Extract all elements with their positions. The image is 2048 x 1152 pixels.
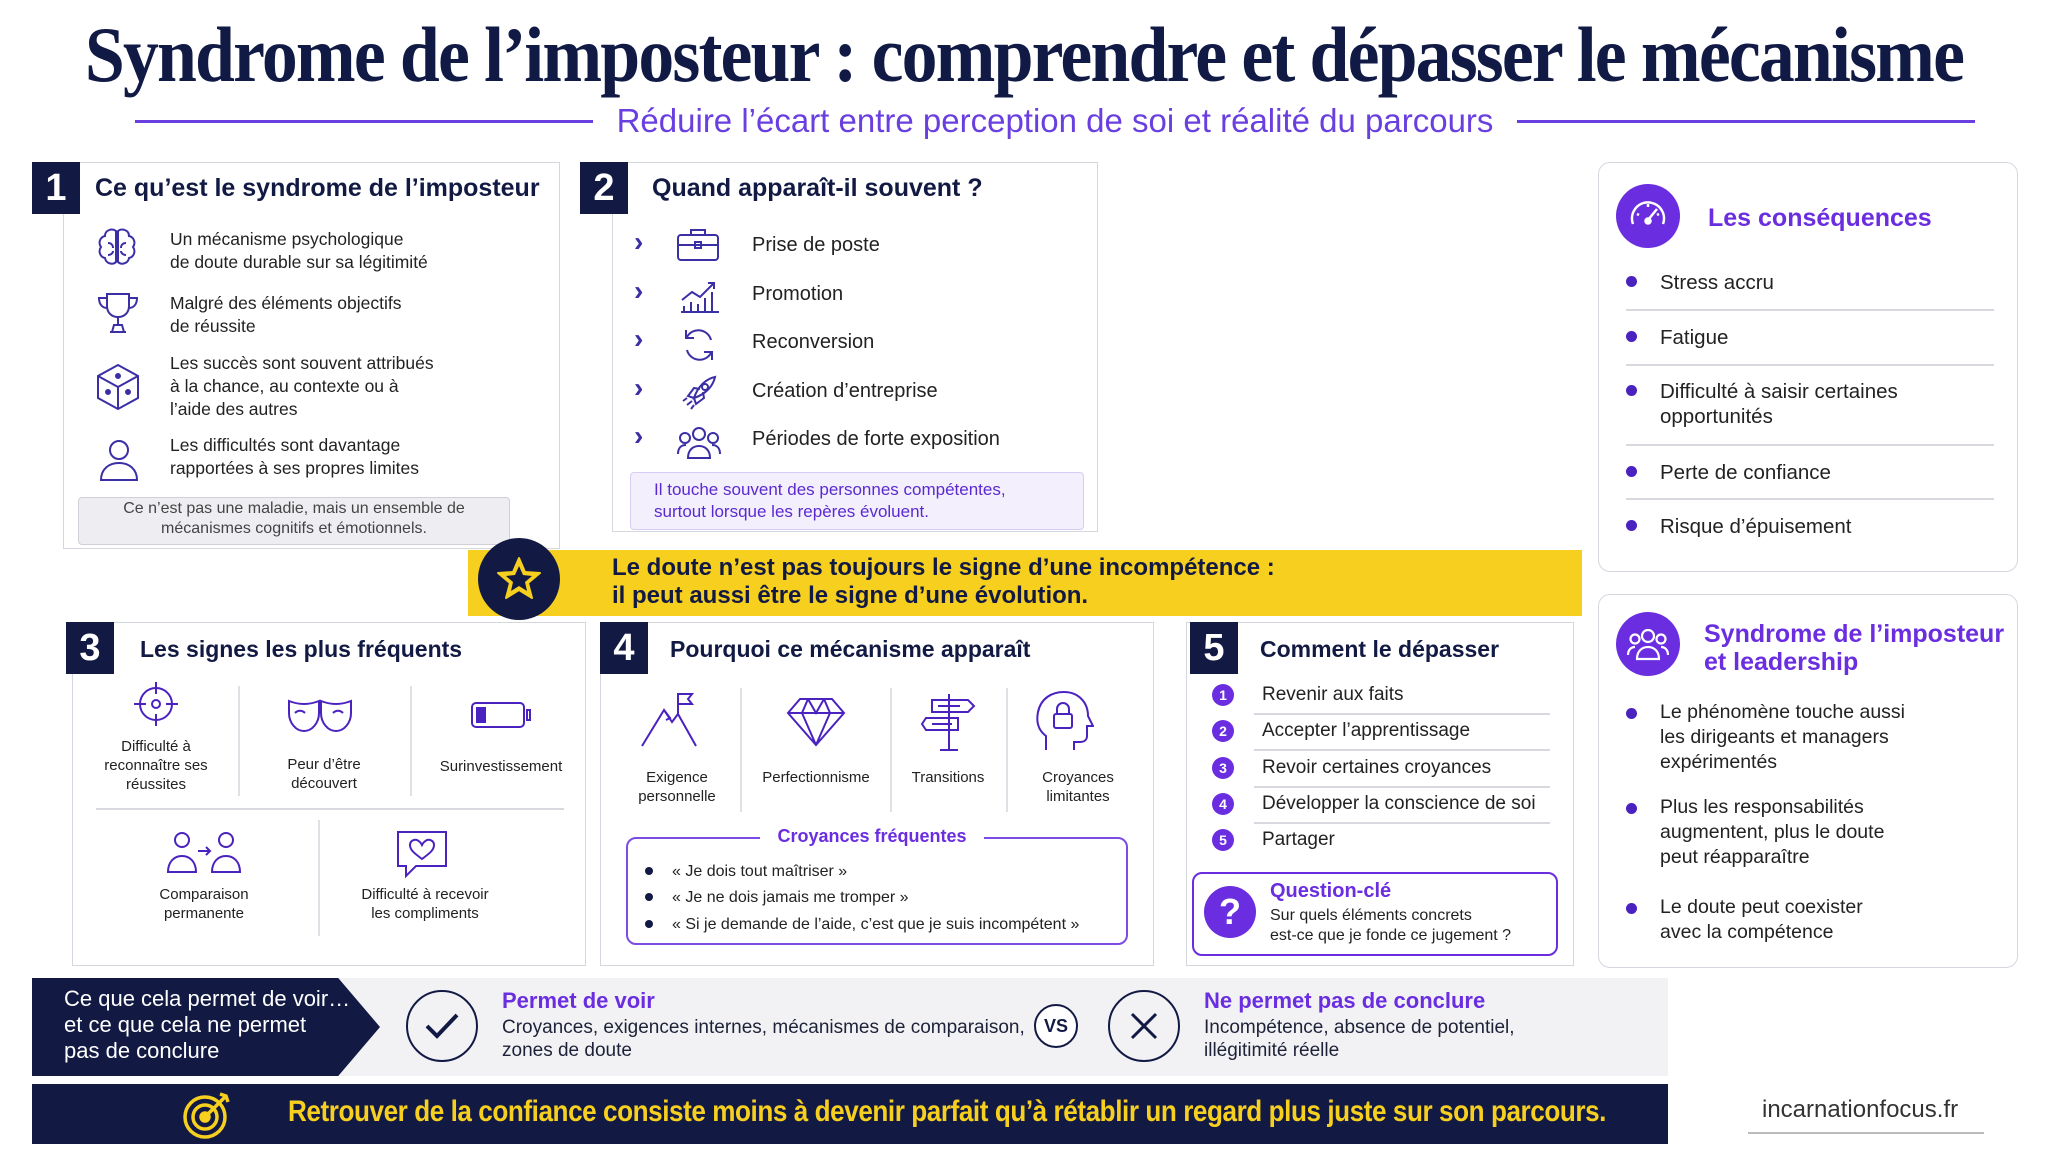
- section-title: Pourquoi ce mécanisme apparaît: [670, 636, 1031, 662]
- sign-label: Difficulté à recevoir les compliments: [361, 886, 489, 922]
- sign-label: Difficulté à reconnaître ses réussites: [104, 738, 208, 793]
- cause-label: Exigence personnelle: [638, 769, 716, 805]
- divider: [1626, 498, 1994, 500]
- bullet: [1626, 385, 1637, 396]
- brain-icon: [94, 225, 140, 271]
- divider: [1626, 364, 1994, 366]
- leadership-item: Le doute peut coexister avec la compétence: [1660, 896, 1863, 943]
- bullet: [1626, 520, 1637, 531]
- section-title: Comment le dépasser: [1260, 636, 1500, 662]
- divider: [1254, 749, 1550, 751]
- bullet: [1626, 903, 1637, 914]
- leadership-item: Plus les responsabilités augmentent, plus le doute peut réapparaître: [1660, 796, 1885, 868]
- bullet: [1626, 466, 1637, 477]
- belief-item: « Je dois tout maîtriser »: [672, 863, 848, 880]
- step-text: Revenir aux faits: [1262, 684, 1404, 705]
- trigger-item: Promotion: [752, 283, 844, 305]
- section-number: 4: [600, 622, 648, 674]
- question-text: Sur quels éléments concrets est-ce que je fonde ce jugement ?: [1270, 907, 1512, 944]
- divider: [135, 120, 593, 123]
- mountain-flag-icon: [640, 690, 710, 750]
- page-subtitle: Réduire l’écart entre perception de soi et réalité du parcours: [616, 102, 1494, 139]
- consequence-item: Risque d’épuisement: [1660, 515, 1852, 538]
- section-number: 1: [32, 162, 80, 214]
- note-text: Ce n’est pas une maladie, mais un ensemble de mécanismes cognitifs et émotionnels.: [123, 500, 465, 537]
- consequence-item: Difficulté à saisir certaines opportunités: [1660, 380, 1898, 428]
- definition-text: Malgré des éléments objectifs de réussite: [170, 293, 402, 336]
- refresh-icon: [680, 326, 718, 364]
- divider: [890, 688, 892, 812]
- panel-title: Syndrome de l’imposteur et leadership: [1704, 620, 2005, 676]
- footer-message: Retrouver de la confiance consiste moins à devenir parfait qu’à rétablir un regard plus juste sur son parcours.: [288, 1095, 1606, 1128]
- bullet: [1626, 803, 1637, 814]
- chevron-right-icon: ›: [634, 420, 644, 451]
- divider: [1254, 713, 1550, 715]
- section-title: Quand apparaît-il souvent ?: [652, 174, 983, 202]
- beliefs-title: Croyances fréquentes: [760, 826, 984, 847]
- divider: [410, 686, 412, 796]
- signpost-icon: [920, 692, 978, 752]
- section-number: 3: [66, 622, 114, 674]
- step-number: 4: [1212, 793, 1234, 815]
- divider: [318, 820, 320, 936]
- leadership-item: Le phénomène touche aussi les dirigeants et managers expérimentés: [1660, 701, 1906, 773]
- divider: [96, 808, 564, 810]
- belief-item: « Je ne dois jamais me tromper »: [672, 889, 909, 906]
- positive-text: Croyances, exigences internes, mécanismes de comparaison, zones de doute: [502, 1017, 1025, 1061]
- trigger-item: Reconversion: [752, 331, 875, 353]
- section-number: 2: [580, 162, 628, 214]
- target-icon: [132, 680, 180, 728]
- trigger-item: Création d’entreprise: [752, 380, 938, 402]
- trigger-item: Périodes de forte exposition: [752, 428, 1000, 450]
- battery-icon: [470, 700, 532, 730]
- divider: [1626, 309, 1994, 311]
- panel-title: Les conséquences: [1708, 204, 1932, 232]
- briefcase-icon: [676, 226, 720, 262]
- definition-text: Les difficultés sont davantage rapportées à ses propres limites: [170, 435, 419, 478]
- belief-item: « Si je demande de l’aide, c’est que je suis incompétent »: [672, 916, 1080, 933]
- bullet: [645, 893, 653, 901]
- note-text: Il touche souvent des personnes compétentes, surtout lorsque les repères évoluent.: [654, 480, 1006, 521]
- page-title: Syndrome de l’imposteur : comprendre et dépasser le mécanisme: [84, 11, 1964, 98]
- divider: [1626, 444, 1994, 446]
- person-icon: [96, 436, 142, 482]
- step-text: Développer la conscience de soi: [1262, 793, 1536, 814]
- bullet: [1626, 331, 1637, 342]
- target-arrow-icon: [180, 1088, 234, 1147]
- head-lock-icon: [1032, 688, 1094, 752]
- positive-title: Permet de voir: [502, 988, 655, 1013]
- step-number: 1: [1212, 684, 1234, 706]
- step-number: 3: [1212, 757, 1234, 779]
- star-icon: [494, 554, 544, 604]
- question-title: Question-clé: [1270, 880, 1392, 902]
- section-title: Les signes les plus fréquents: [140, 636, 463, 662]
- step-number: 2: [1212, 720, 1234, 742]
- negative-text: Incompétence, absence de potentiel, illégitimité réelle: [1204, 1017, 1515, 1061]
- definition-text: Un mécanisme psychologique de doute durable sur sa légitimité: [170, 229, 428, 272]
- step-text: Revoir certaines croyances: [1262, 757, 1492, 778]
- step-number: 5: [1212, 829, 1234, 851]
- gauge-icon: [1616, 184, 1680, 248]
- divider: [1517, 120, 1975, 123]
- cause-label: Transitions: [911, 769, 985, 786]
- banner-text: Le doute n’est pas toujours le signe d’une incompétence : il peut aussi être le signe d’une évolution.: [612, 554, 1275, 609]
- comparison-label: Ce que cela permet de voir… et ce que cela ne permet pas de conclure: [64, 986, 351, 1063]
- cause-label: Croyances limitantes: [1042, 769, 1114, 805]
- question-icon: ?: [1204, 886, 1256, 938]
- bullet: [1626, 708, 1637, 719]
- mask-icon: [286, 696, 354, 736]
- chevron-right-icon: ›: [634, 275, 644, 306]
- star-badge: [478, 538, 560, 620]
- cause-label: Perfectionnisme: [762, 769, 870, 786]
- sign-label: Comparaison permanente: [159, 886, 249, 922]
- cross-icon: [1108, 990, 1180, 1062]
- chart-growth-icon: [678, 278, 720, 314]
- definition-text: Les succès sont souvent attribués à la chance, au contexte ou à l’aide des autres: [170, 353, 434, 419]
- website-link[interactable]: incarnationfocus.fr: [1762, 1096, 1959, 1123]
- subtitle-row: [135, 98, 1975, 144]
- trigger-item: Prise de poste: [752, 234, 880, 256]
- consequence-item: Fatigue: [1660, 326, 1729, 349]
- divider: [238, 686, 240, 796]
- chevron-right-icon: ›: [634, 372, 644, 403]
- consequence-item: Perte de confiance: [1660, 461, 1831, 484]
- team-icon: [1616, 612, 1680, 676]
- divider: [1254, 786, 1550, 788]
- sign-label: Surinvestissement: [439, 758, 563, 775]
- vs-badge: VS: [1034, 1004, 1078, 1048]
- consequence-item: Stress accru: [1660, 271, 1774, 294]
- trophy-icon: [96, 290, 140, 336]
- bullet: [645, 920, 653, 928]
- step-text: Partager: [1262, 829, 1335, 850]
- bullet: [645, 867, 653, 875]
- sign-label: Peur d’être découvert: [287, 756, 361, 792]
- divider: [1748, 1132, 1984, 1134]
- compare-people-icon: [166, 830, 242, 874]
- check-icon: [406, 990, 478, 1062]
- rocket-icon: [680, 374, 718, 412]
- chevron-right-icon: ›: [634, 323, 644, 354]
- divider: [1254, 822, 1550, 824]
- section-title: Ce qu’est le syndrome de l’imposteur: [95, 174, 540, 202]
- dice-icon: [94, 362, 142, 412]
- section-number: 5: [1190, 622, 1238, 674]
- negative-title: Ne permet pas de conclure: [1204, 988, 1486, 1013]
- diamond-icon: [786, 696, 846, 748]
- group-icon: [676, 424, 722, 460]
- heart-speech-icon: [394, 828, 450, 882]
- bullet: [1626, 276, 1637, 287]
- chevron-right-icon: ›: [634, 226, 644, 257]
- step-text: Accepter l’apprentissage: [1262, 720, 1471, 741]
